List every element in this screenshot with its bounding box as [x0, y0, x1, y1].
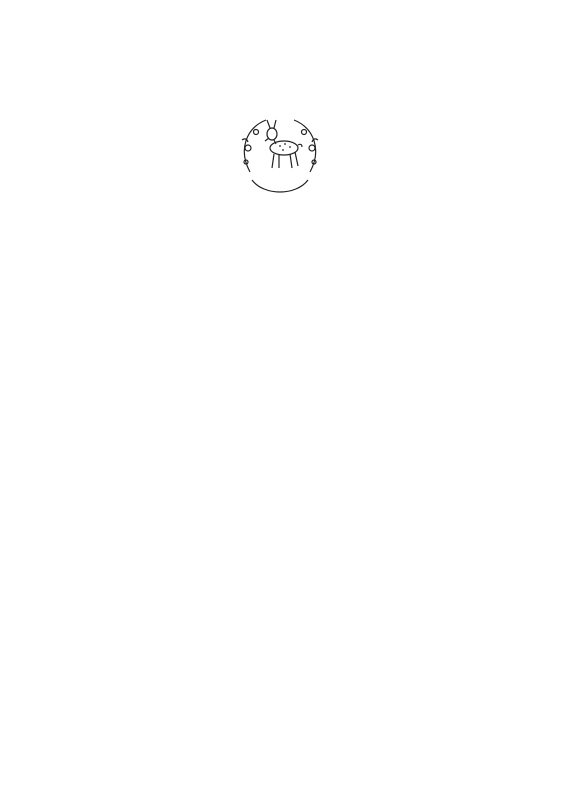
handprint-border-top	[0, 10, 566, 92]
spielgruppe-bambi-logo	[230, 110, 330, 206]
handprint-border-bottom	[0, 706, 566, 798]
